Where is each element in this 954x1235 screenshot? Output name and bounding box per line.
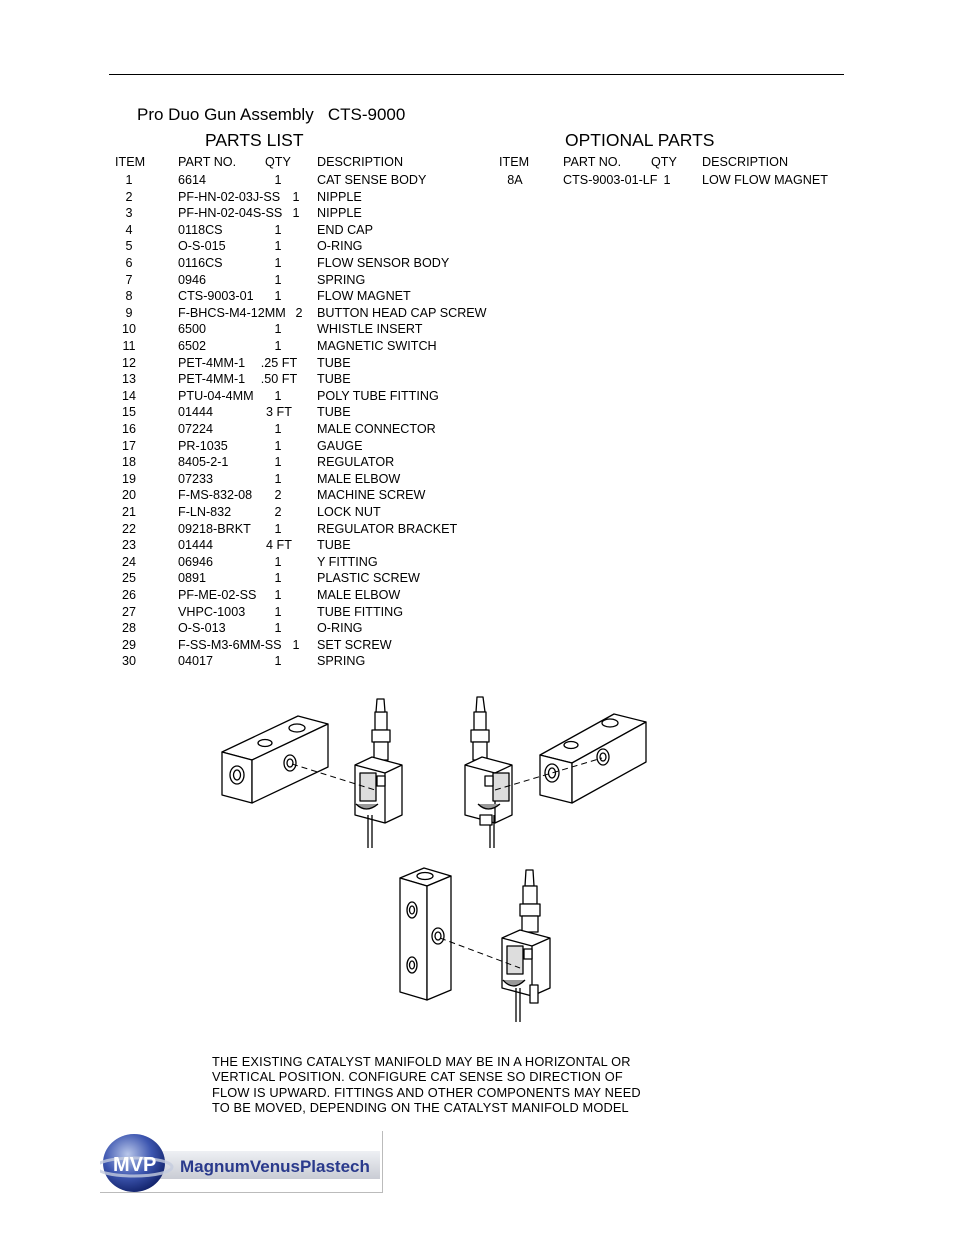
parts-part-number: 07224 [178, 422, 214, 436]
document-title: Pro Duo Gun Assembly CTS-9000 [137, 105, 406, 124]
manifold-block-horizontal-left [222, 716, 328, 803]
optional-part-number: CTS-9003-01-LF [563, 173, 658, 187]
parts-part-number: 07233 [178, 471, 214, 486]
parts-quantity: 2 [274, 488, 282, 503]
parts-part-number: 01444 [178, 405, 214, 420]
parts-quantity: 1 [274, 322, 282, 337]
parts-part-number: 6614 [178, 173, 207, 187]
optional-item-number: 8A [507, 173, 523, 187]
parts-item-number: 26 [121, 588, 137, 602]
manifold-block-vertical [400, 868, 451, 1000]
parts-quantity: 1 [274, 256, 282, 270]
parts-part-number: PF-ME-02-SS [178, 588, 257, 602]
parts-part-number: 09218-BRKT [178, 521, 251, 536]
parts-item-number: 13 [121, 372, 137, 387]
parts-item-number: 5 [125, 239, 133, 254]
parts-description: MALE ELBOW [317, 588, 401, 602]
col-description: DESCRIPTION [317, 155, 404, 169]
parts-description: TUBE [317, 372, 351, 387]
parts-quantity: 1 [274, 339, 282, 353]
parts-part-number: F-SS-M3-6MM-SS [178, 637, 282, 652]
parts-description: Y FITTING [317, 554, 378, 569]
parts-item-number: 6 [125, 256, 133, 270]
parts-item-number: 24 [121, 554, 137, 569]
parts-item-number: 12 [121, 355, 137, 370]
parts-quantity: 1 [274, 438, 282, 453]
parts-description: POLY TUBE FITTING [317, 388, 439, 403]
parts-quantity: 1 [274, 571, 282, 586]
cat-sense-unit-right [465, 697, 512, 848]
parts-part-number: 04017 [178, 654, 214, 669]
parts-quantity: 1 [274, 521, 282, 536]
cat-sense-unit-left [355, 699, 402, 848]
parts-quantity: 4 FT [266, 538, 292, 553]
parts-part-number: PET-4MM-1 [178, 372, 246, 387]
parts-part-number: 8405-2-1 [178, 455, 229, 470]
parts-item-number: 21 [121, 505, 137, 519]
parts-quantity: 1 [274, 422, 282, 436]
note-line: VERTICAL POSITION. CONFIGURE CAT SENSE SO DIRECTION OF [212, 1069, 623, 1085]
parts-quantity: 2 [295, 305, 303, 320]
parts-part-number: F-LN-832 [178, 505, 232, 519]
parts-item-number: 14 [121, 388, 137, 403]
installation-note [212, 1054, 641, 1115]
parts-part-number: 6502 [178, 339, 207, 353]
parts-item-number: 3 [125, 206, 133, 221]
parts-item-number: 18 [121, 455, 137, 470]
col-qty: QTY [265, 155, 291, 169]
parts-item-number: 17 [121, 438, 137, 453]
parts-quantity: 1 [274, 588, 282, 602]
parts-description: TUBE [317, 538, 351, 553]
parts-description: MALE ELBOW [317, 471, 401, 486]
parts-description: SPRING [317, 272, 366, 287]
parts-description: SPRING [317, 654, 366, 669]
parts-part-number: 0946 [178, 272, 207, 287]
parts-part-number: O-S-015 [178, 239, 226, 254]
parts-description: TUBE [317, 405, 351, 420]
parts-quantity: 1 [274, 239, 282, 254]
parts-part-number: 0116CS [178, 256, 223, 270]
parts-part-number: PTU-04-4MM [178, 388, 254, 403]
parts-description: MAGNETIC SWITCH [317, 339, 437, 353]
parts-item-number: 15 [121, 405, 137, 420]
parts-part-number: F-MS-832-08 [178, 488, 253, 503]
parts-item-number: 28 [121, 621, 137, 636]
manifold-block-horizontal-right [540, 714, 646, 803]
parts-quantity: 1 [274, 388, 282, 403]
parts-quantity: 1 [274, 654, 282, 669]
parts-description: REGULATOR [317, 455, 395, 470]
parts-list-heading: PARTS LIST [205, 130, 304, 150]
parts-item-number: 30 [121, 654, 137, 669]
parts-quantity: 1 [274, 272, 282, 287]
parts-part-number: 6500 [178, 322, 207, 337]
parts-part-number: O-S-013 [178, 621, 226, 636]
parts-item-number: 23 [121, 538, 137, 553]
parts-item-number: 1 [125, 173, 133, 187]
opt-col-part-no: PART NO. [563, 155, 622, 169]
parts-item-number: 27 [121, 604, 137, 619]
parts-description: O-RING [317, 239, 363, 254]
parts-quantity: 1 [292, 637, 300, 652]
parts-description: PLASTIC SCREW [317, 571, 420, 586]
parts-part-number: 01444 [178, 538, 214, 553]
note-line: TO BE MOVED, DEPENDING ON THE CATALYST MANIFOLD MODEL [212, 1099, 629, 1115]
parts-item-number: 19 [121, 471, 137, 486]
opt-col-description: DESCRIPTION [702, 155, 789, 169]
mvp-logo [100, 1131, 383, 1193]
optional-quantity: 1 [663, 173, 671, 187]
parts-quantity: 3 FT [266, 405, 292, 420]
parts-description: NIPPLE [317, 189, 362, 204]
col-part-no: PART NO. [178, 155, 237, 169]
parts-quantity: .25 FT [260, 355, 298, 370]
parts-item-number: 25 [121, 571, 137, 586]
parts-description: CAT SENSE BODY [317, 173, 427, 187]
parts-part-number: PF-HN-02-03J-SS [178, 189, 281, 204]
logo-company-name: MagnumVenusPlastech [180, 1157, 370, 1176]
logo-border-bottom [100, 1192, 383, 1193]
parts-quantity: 1 [274, 222, 282, 237]
parts-part-number: 0118CS [178, 222, 223, 237]
parts-description: LOCK NUT [317, 505, 381, 519]
parts-description: WHISTLE INSERT [317, 322, 423, 337]
parts-quantity: 1 [274, 173, 282, 187]
parts-part-number: PET-4MM-1 [178, 355, 246, 370]
parts-description: GAUGE [317, 438, 363, 453]
optional-parts-heading: OPTIONAL PARTS [565, 130, 715, 150]
parts-description: BUTTON HEAD CAP SCREW [317, 305, 487, 320]
parts-description: FLOW SENSOR BODY [317, 256, 450, 270]
opt-col-item: ITEM [499, 155, 530, 169]
parts-quantity: 2 [274, 505, 282, 519]
parts-part-number: CTS-9003-01 [178, 289, 254, 304]
parts-item-number: 20 [121, 488, 137, 503]
parts-part-number: F-BHCS-M4-12MM [178, 305, 286, 320]
opt-col-qty: QTY [651, 155, 677, 169]
parts-part-number: VHPC-1003 [178, 604, 246, 619]
parts-description: END CAP [317, 222, 373, 237]
parts-item-number: 10 [121, 322, 137, 337]
parts-item-number: 4 [125, 222, 133, 237]
parts-description: REGULATOR BRACKET [317, 521, 458, 536]
parts-description: NIPPLE [317, 206, 362, 221]
cat-sense-unit-bottom [502, 870, 550, 1022]
parts-item-number: 7 [125, 272, 133, 287]
optional-description: LOW FLOW MAGNET [702, 173, 828, 187]
parts-quantity: 1 [274, 621, 282, 636]
parts-quantity: .50 FT [260, 372, 298, 387]
parts-description: MACHINE SCREW [317, 488, 426, 503]
parts-quantity: 1 [274, 554, 282, 569]
logo-badge-text: MVP [113, 1154, 157, 1176]
note-line: THE EXISTING CATALYST MANIFOLD MAY BE IN A HORIZONTAL OR [212, 1054, 631, 1069]
parts-part-number: 0891 [178, 571, 207, 586]
parts-part-number: PF-HN-02-04S-SS [178, 206, 283, 221]
parts-description: FLOW MAGNET [317, 289, 411, 304]
parts-description: O-RING [317, 621, 363, 636]
parts-item-number: 29 [121, 637, 137, 652]
parts-quantity: 1 [274, 471, 282, 486]
parts-item-number: 9 [125, 305, 133, 320]
note-line: FLOW IS UPWARD. FITTINGS AND OTHER COMPONENTS MAY NEED [212, 1084, 641, 1100]
parts-part-number: 06946 [178, 554, 214, 569]
parts-part-number: PR-1035 [178, 438, 228, 453]
logo-border-right [382, 1131, 383, 1193]
parts-item-number: 11 [122, 339, 136, 353]
col-item: ITEM [115, 155, 146, 169]
parts-item-number: 2 [125, 189, 133, 204]
parts-description: SET SCREW [317, 637, 392, 652]
parts-description: MALE CONNECTOR [317, 422, 436, 436]
parts-description: TUBE [317, 355, 351, 370]
parts-quantity: 1 [274, 289, 282, 304]
parts-quantity: 1 [292, 206, 300, 221]
parts-item-number: 8 [125, 289, 133, 304]
parts-description: TUBE FITTING [317, 604, 404, 619]
parts-item-number: 16 [121, 422, 137, 436]
parts-item-number: 22 [121, 521, 137, 536]
parts-quantity: 1 [274, 455, 282, 470]
parts-quantity: 1 [292, 189, 300, 204]
parts-quantity: 1 [274, 604, 282, 619]
